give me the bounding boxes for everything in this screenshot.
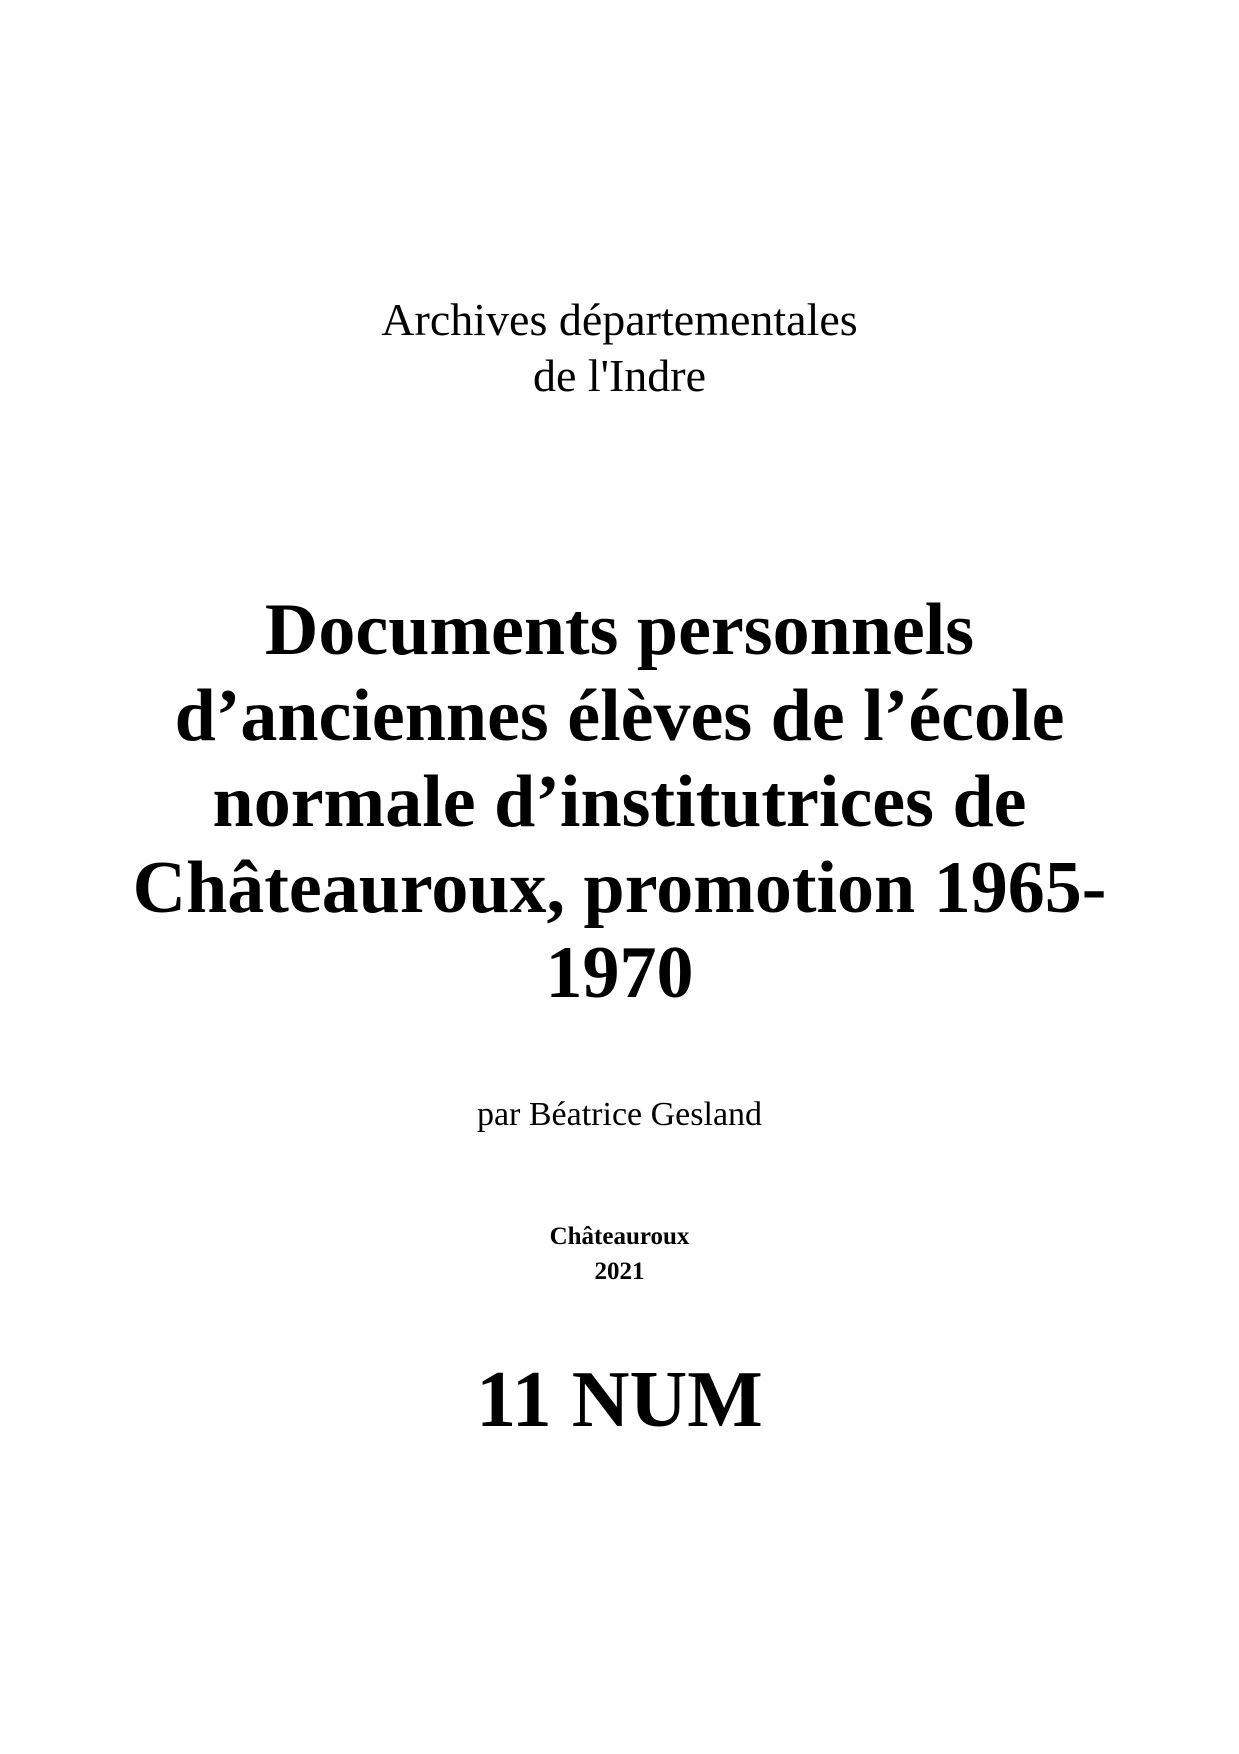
archive-reference: 11 NUM bbox=[476, 1356, 763, 1444]
publication-year: 2021 bbox=[594, 1258, 645, 1285]
institution-line-1: Archives départementales bbox=[381, 294, 858, 345]
title-line-1: Documents personnels bbox=[264, 589, 975, 671]
publication-place: Châteauroux bbox=[549, 1223, 690, 1250]
author-line: par Béatrice Gesland bbox=[476, 1096, 763, 1133]
title-line-3: normale d’institutrices de bbox=[212, 761, 1027, 843]
institution-line-2: de l'Indre bbox=[532, 350, 707, 401]
title-line-2: d’anciennes élèves de l’école bbox=[174, 675, 1065, 757]
title-line-5: 1970 bbox=[545, 932, 694, 1014]
title-line-4: Châteauroux, promotion 1965- bbox=[132, 847, 1107, 929]
